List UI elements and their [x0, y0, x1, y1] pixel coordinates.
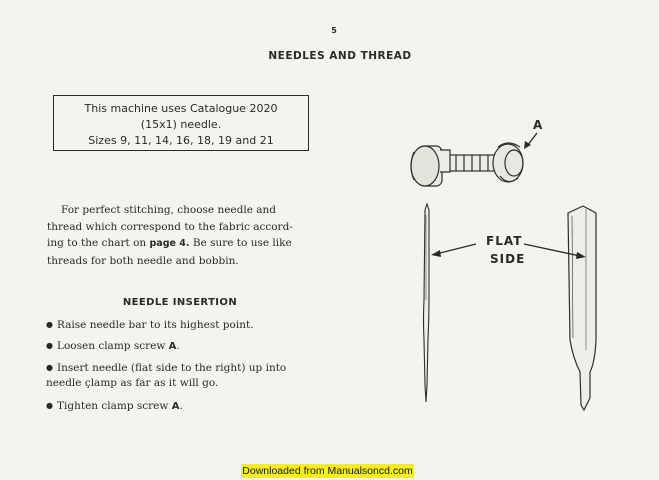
step-4-screw-label: A	[171, 401, 180, 412]
label-flat: FLAT	[486, 234, 523, 248]
intro-line-3-start: ing to the chart on	[47, 237, 150, 249]
bullet-icon: ●	[46, 401, 53, 410]
bullet-icon: ●	[46, 363, 53, 372]
arrow-left-icon	[436, 244, 476, 254]
page-title: NEEDLES AND THREAD	[268, 50, 412, 62]
label-side: SIDE	[490, 252, 526, 266]
large-needle-drawing	[568, 206, 596, 410]
step-2-period: .	[176, 340, 180, 352]
intro-line-3-end: Be sure to use like	[189, 237, 292, 249]
step-2-text: Loosen clamp screw	[57, 340, 169, 352]
intro-line-2: thread which correspond to the fabric accord-	[47, 220, 293, 233]
step-3-continued: needle çlamp as far as it will go.	[46, 377, 219, 389]
info-line-2: (15x1) needle.	[140, 118, 222, 131]
step-2-screw-label: A	[168, 341, 177, 352]
needle-insertion-heading: NEEDLE INSERTION	[122, 297, 238, 308]
step-1-text: Raise needle bar to its highest point.	[57, 319, 254, 331]
label-a: A	[533, 118, 543, 132]
info-line-3: Sizes 9, 11, 14, 16, 18, 19 and 21	[88, 134, 274, 147]
page-4-reference: page 4.	[149, 238, 190, 249]
download-source-banner[interactable]: Downloaded from Manualsoncd.com	[242, 465, 413, 477]
intro-line-4: threads for both needle and bobbin.	[47, 254, 239, 267]
step-3-text-1: Insert needle (flat side to the right) up into	[57, 362, 287, 374]
needle-clamp-drawing	[411, 143, 523, 186]
thin-needle-drawing	[424, 204, 430, 402]
step-4-text: Tighten clamp screw	[57, 400, 172, 412]
bullet-icon: ●	[46, 341, 53, 350]
page-number: 5	[331, 26, 337, 35]
arrow-left-head-icon	[431, 250, 441, 257]
info-line-1: This machine uses Catalogue 2020	[84, 102, 278, 115]
bullet-icon: ●	[46, 320, 53, 329]
intro-line-1: For perfect stitching, choose needle and	[61, 204, 277, 216]
step-4-period: .	[179, 400, 183, 412]
